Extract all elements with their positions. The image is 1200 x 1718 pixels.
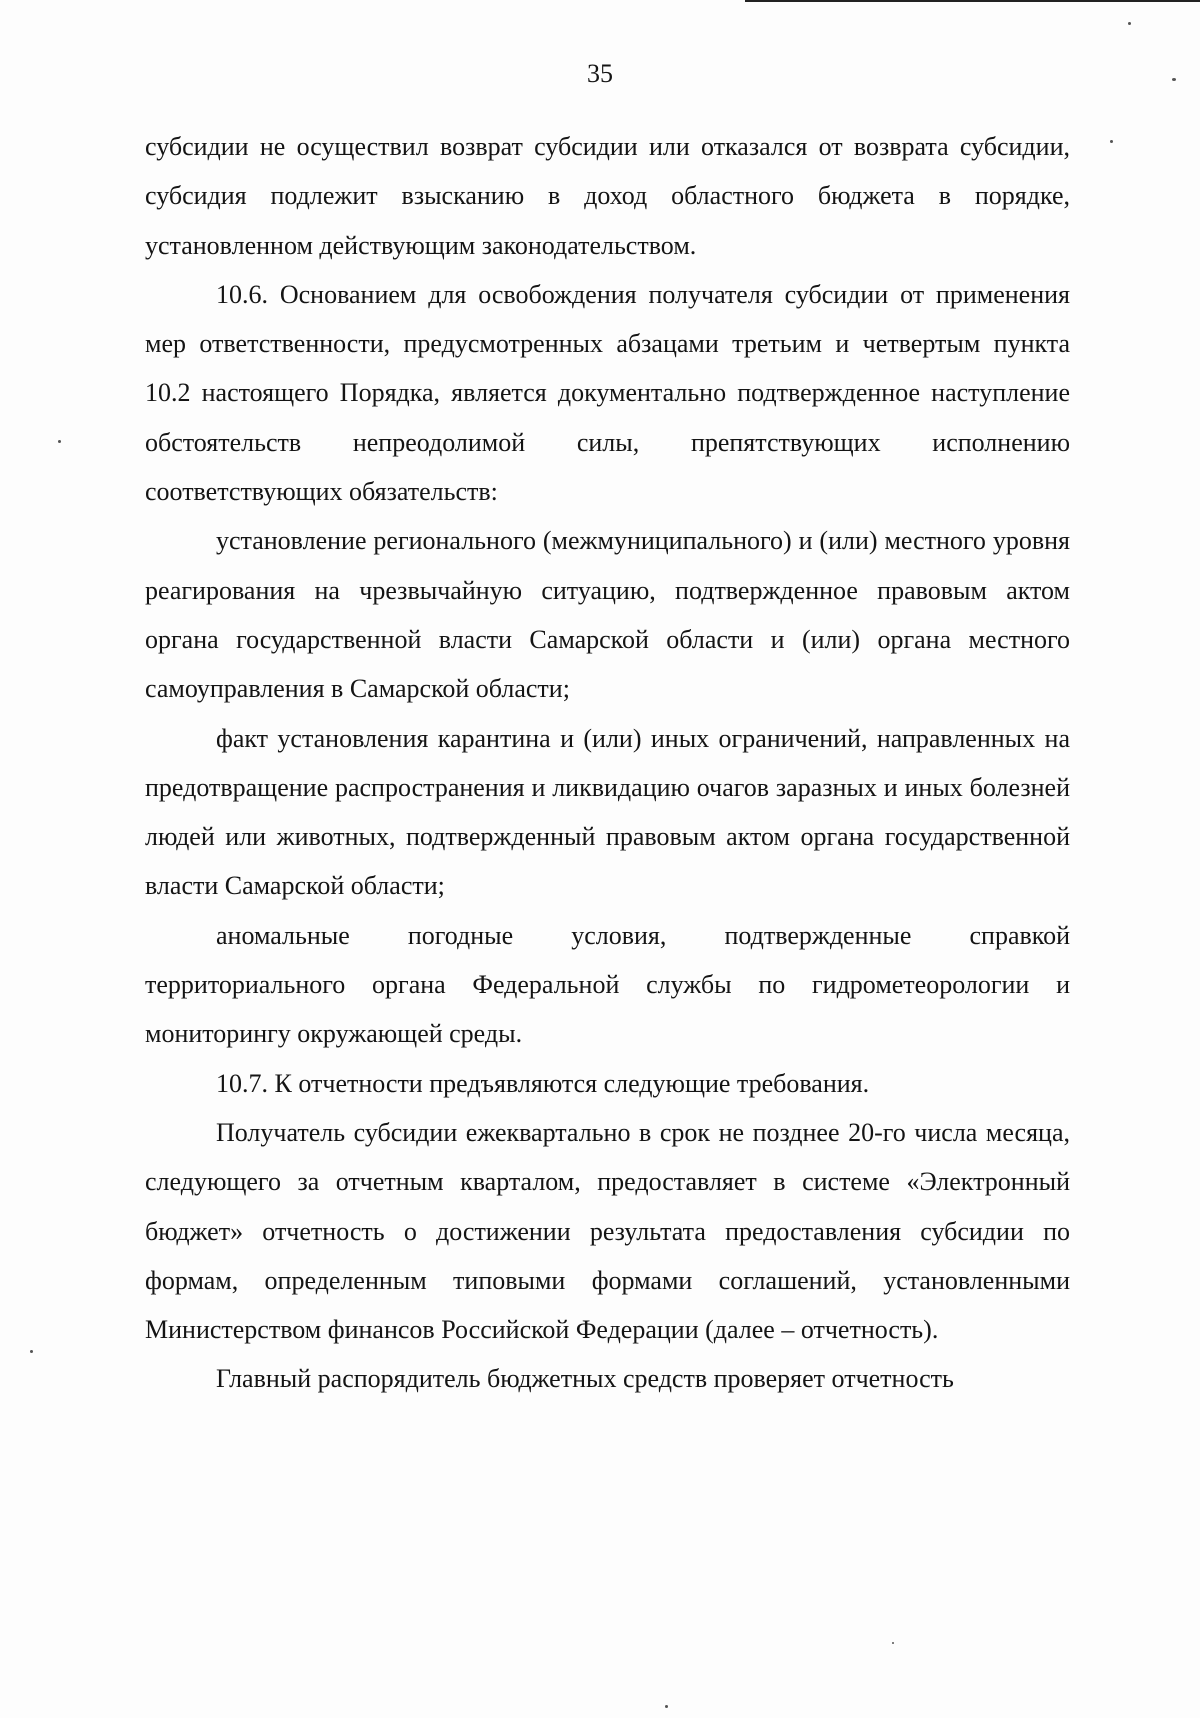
scan-speck — [665, 1705, 668, 1708]
page-number: 35 — [587, 59, 613, 88]
paragraph-reporting: Получатель субсидии ежеквартально в срок не позднее 20-го числа месяца, следующего за отчетным кварталом, предоставляет в системе «Электронный бюджет» отчетность о достижении результата предоставления субсидии по формам, определенным типовыми формами соглашений, установленными Министерством финансов Российской Федерации (далее – отчетность). — [145, 1117, 1070, 1345]
scan-edge-line — [745, 0, 1200, 2]
scan-speck — [1172, 78, 1176, 81]
scan-speck — [58, 440, 61, 443]
document-body — [145, 122, 1070, 1404]
paragraph-10-6: 10.6. Основанием для освобождения получателя субсидии от применения мер ответственности, предусмотренных абзацами третьим и четвертым пункта 10.2 настоящего Порядка, является документально подтвержденное наступление обстоятельств непреодолимой силы, препятствующих исполнению соответствующих обязательств: — [145, 279, 1070, 507]
scan-speck — [892, 1642, 894, 1644]
scan-speck — [1110, 140, 1113, 143]
paragraph-emergency-level: установление регионального (межмуниципального) и (или) местного уровня реагирования на чрезвычайную ситуацию, подтвержденное правовым актом органа государственной власти Самарской области и (или) органа местного самоуправления в Самарской области; — [145, 526, 1070, 704]
paragraph-weather: аномальные погодные условия, подтвержденные справкой территориального органа Федеральной службы по гидрометеорологии и мониторингу окружающей среды. — [145, 920, 1070, 1049]
scan-speck — [30, 1350, 33, 1353]
scan-speck — [1128, 22, 1131, 25]
paragraph-quarantine: факт установления карантина и (или) иных ограничений, направленных на предотвращение распространения и ликвидацию очагов заразных и иных болезней людей или животных, подтвержденный правовым актом органа государственной власти Самарской области; — [145, 723, 1070, 901]
paragraph-continuation: субсидии не осуществил возврат субсидии или отказался от возврата субсидии, субсидия подлежит взысканию в доход областного бюджета в порядке, установленном действующим законодательством. — [145, 132, 1070, 260]
paragraph-10-7: 10.7. К отчетности предъявляются следующие требования. — [216, 1068, 870, 1098]
paragraph-verification: Главный распорядитель бюджетных средств проверяет отчетность — [216, 1364, 954, 1394]
